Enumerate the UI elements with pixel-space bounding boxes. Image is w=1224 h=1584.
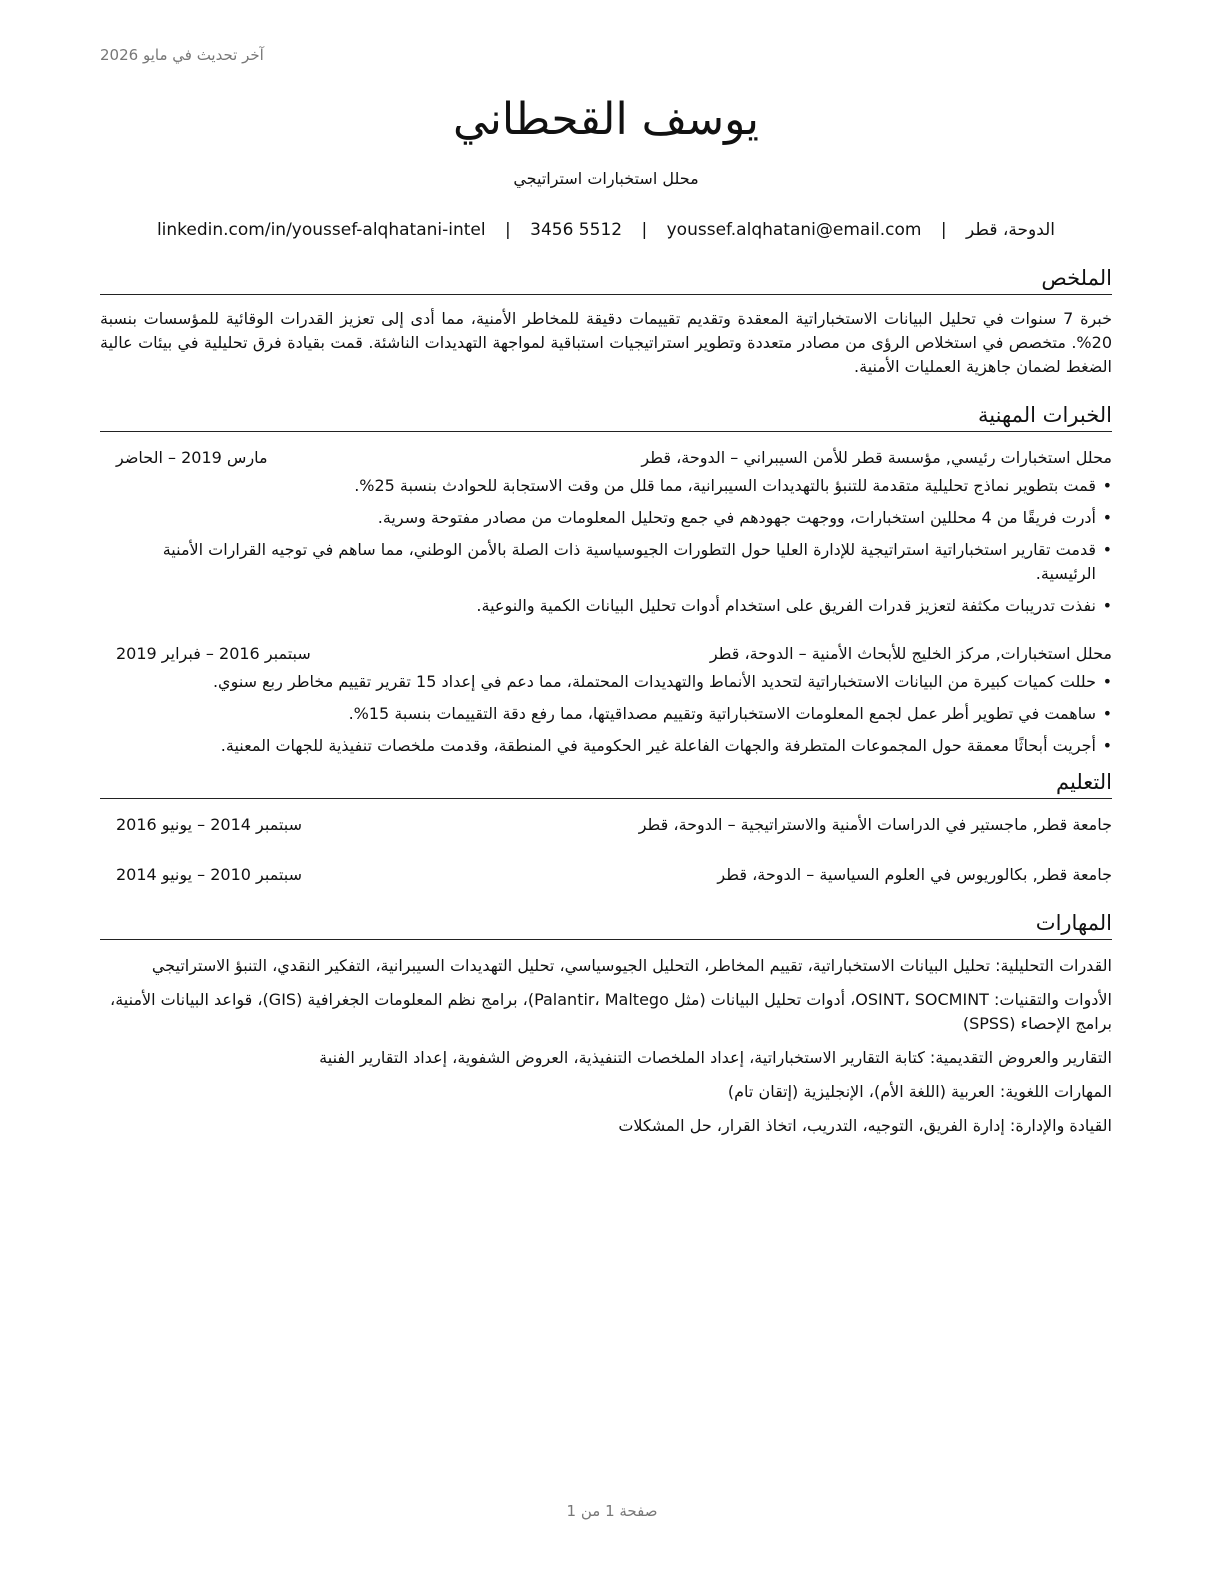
skills-heading: المهارات	[100, 909, 1112, 940]
resume-page	[100, 88, 1112, 1138]
contact-location: الدوحة، قطر	[966, 220, 1056, 240]
contact-separator: |	[940, 220, 947, 240]
contact-linkedin[interactable]: linkedin.com/in/youssef-alqhatani-intel	[156, 220, 486, 240]
last-updated-note: آخر تحديث في مايو 2026	[100, 46, 264, 64]
list-item: • أجريت أبحاثًا معمقة حول المجموعات المتطرفة والجهات الفاعلة غير الحكومية في المنطقة، وقدمت ملخصات تنفيذية للجهات المعنية.	[100, 734, 1112, 758]
job-header	[100, 446, 1112, 470]
candidate-name: يوسف القحطاني	[452, 94, 760, 145]
education-item	[100, 863, 1112, 887]
list-item: • قمت بتطوير نماذج تحليلية متقدمة للتنبؤ بالتهديدات السيبرانية، مما قلل من وقت الاستجابة للحوادث بنسبة 25%.	[100, 474, 1112, 498]
summary-heading: الملخص	[100, 264, 1112, 295]
contact-separator: |	[505, 220, 511, 240]
list-item: • قدمت تقارير استخباراتية استراتيجية للإدارة العليا حول التطورات الجيوسياسية ذات الصلة بالأمن الوطني، مما ساهم في توجيه القرارات الأمنية الرئيسية.	[100, 538, 1112, 586]
list-item: • حللت كميات كبيرة من البيانات الاستخباراتية لتحديد الأنماط والتهديدات المحتملة، مما دعم في إعداد 15 تقرير تقييم مخاطر ربع سنوي.	[100, 670, 1112, 694]
contact-line	[100, 218, 1112, 242]
job-header	[100, 642, 1112, 666]
education-title: جامعة قطر, بكالوريوس في العلوم السياسية – الدوحة، قطر	[717, 865, 1112, 884]
education-heading: التعليم	[100, 768, 1112, 799]
contact-email[interactable]: youssef.alqhatani@email.com	[666, 220, 922, 240]
summary-text: خبرة 7 سنوات في تحليل البيانات الاستخباراتية المعقدة وتقديم تقييمات دقيقة للمخاطر الأمنية، مما أدى إلى تعزيز القدرات الوقائية للمؤسسات بنسبة 20%. متخصص في استخلاص الرؤى من مصادر متعددة وتطوير استراتيجيات استباقية لمواجهة التهديدات الناشئة. قمت بقيادة فرق تحليلية في بيئات عالية الضغط لضمان جاهزية العمليات الأمنية.	[100, 309, 1113, 376]
skill-line: التقارير والعروض التقديمية: كتابة التقارير الاستخباراتية، إعداد الملخصات التنفيذية، العروض الشفوية، إعداد التقارير الفنية	[319, 1048, 1112, 1067]
job-dates: مارس 2019 – الحاضر	[116, 448, 268, 467]
job-dates: سبتمبر 2016 – فبراير 2019	[116, 644, 311, 663]
job-role: محلل استخبارات رئيسي, مؤسسة قطر للأمن السيبراني – الدوحة، قطر	[641, 448, 1112, 467]
education-dates: سبتمبر 2010 – يونيو 2014	[116, 865, 303, 884]
list-item: • أدرت فريقًا من 4 محللين استخبارات، ووجهت جهودهم في جمع وتحليل المعلومات من مصادر مفتوحة وسرية.	[100, 506, 1112, 530]
skill-line: القدرات التحليلية: تحليل البيانات الاستخباراتية، تقييم المخاطر، التحليل الجيوسياسي، تحليل التهديدات السيبرانية، التفكير النقدي، التنبؤ الاستراتيجي	[151, 956, 1112, 975]
job-bullets	[100, 474, 1112, 618]
education-title: جامعة قطر, ماجستير في الدراسات الأمنية والاستراتيجية – الدوحة، قطر	[638, 815, 1112, 834]
skill-line: المهارات اللغوية: العربية (اللغة الأم)، الإنجليزية (إتقان تام)	[727, 1082, 1112, 1101]
list-item: • نفذت تدريبات مكثفة لتعزيز قدرات الفريق على استخدام أدوات تحليل البيانات الكمية والنوعية.	[100, 594, 1112, 618]
contact-separator: |	[641, 220, 648, 240]
job-role: محلل استخبارات, مركز الخليج للأبحاث الأمنية – الدوحة، قطر	[709, 644, 1112, 663]
education-dates: سبتمبر 2014 – يونيو 2016	[116, 815, 303, 834]
job-title: محلل استخبارات استراتيجي	[513, 169, 699, 188]
job-bullets	[100, 670, 1112, 758]
skill-line: الأدوات والتقنيات: OSINT، SOCMINT، أدوات تحليل البيانات (مثل Palantir، Maltego)، برامج نظم المعلومات الجغرافية (GIS)، قواعد البيانات الأمنية، برامج الإحصاء (SPSS)	[110, 990, 1112, 1033]
education-item	[100, 813, 1112, 837]
experience-heading: الخبرات المهنية	[100, 401, 1112, 432]
page-number: صفحة 1 من 1	[566, 1502, 658, 1520]
list-item: • ساهمت في تطوير أطر عمل لجمع المعلومات الاستخباراتية وتقييم مصداقيتها، مما رفع دقة التقييمات بنسبة 15%.	[100, 702, 1112, 726]
skill-line: القيادة والإدارة: إدارة الفريق، التوجيه، التدريب، اتخاذ القرار، حل المشكلات	[618, 1116, 1112, 1135]
contact-phone: 3456 5512	[530, 220, 623, 240]
